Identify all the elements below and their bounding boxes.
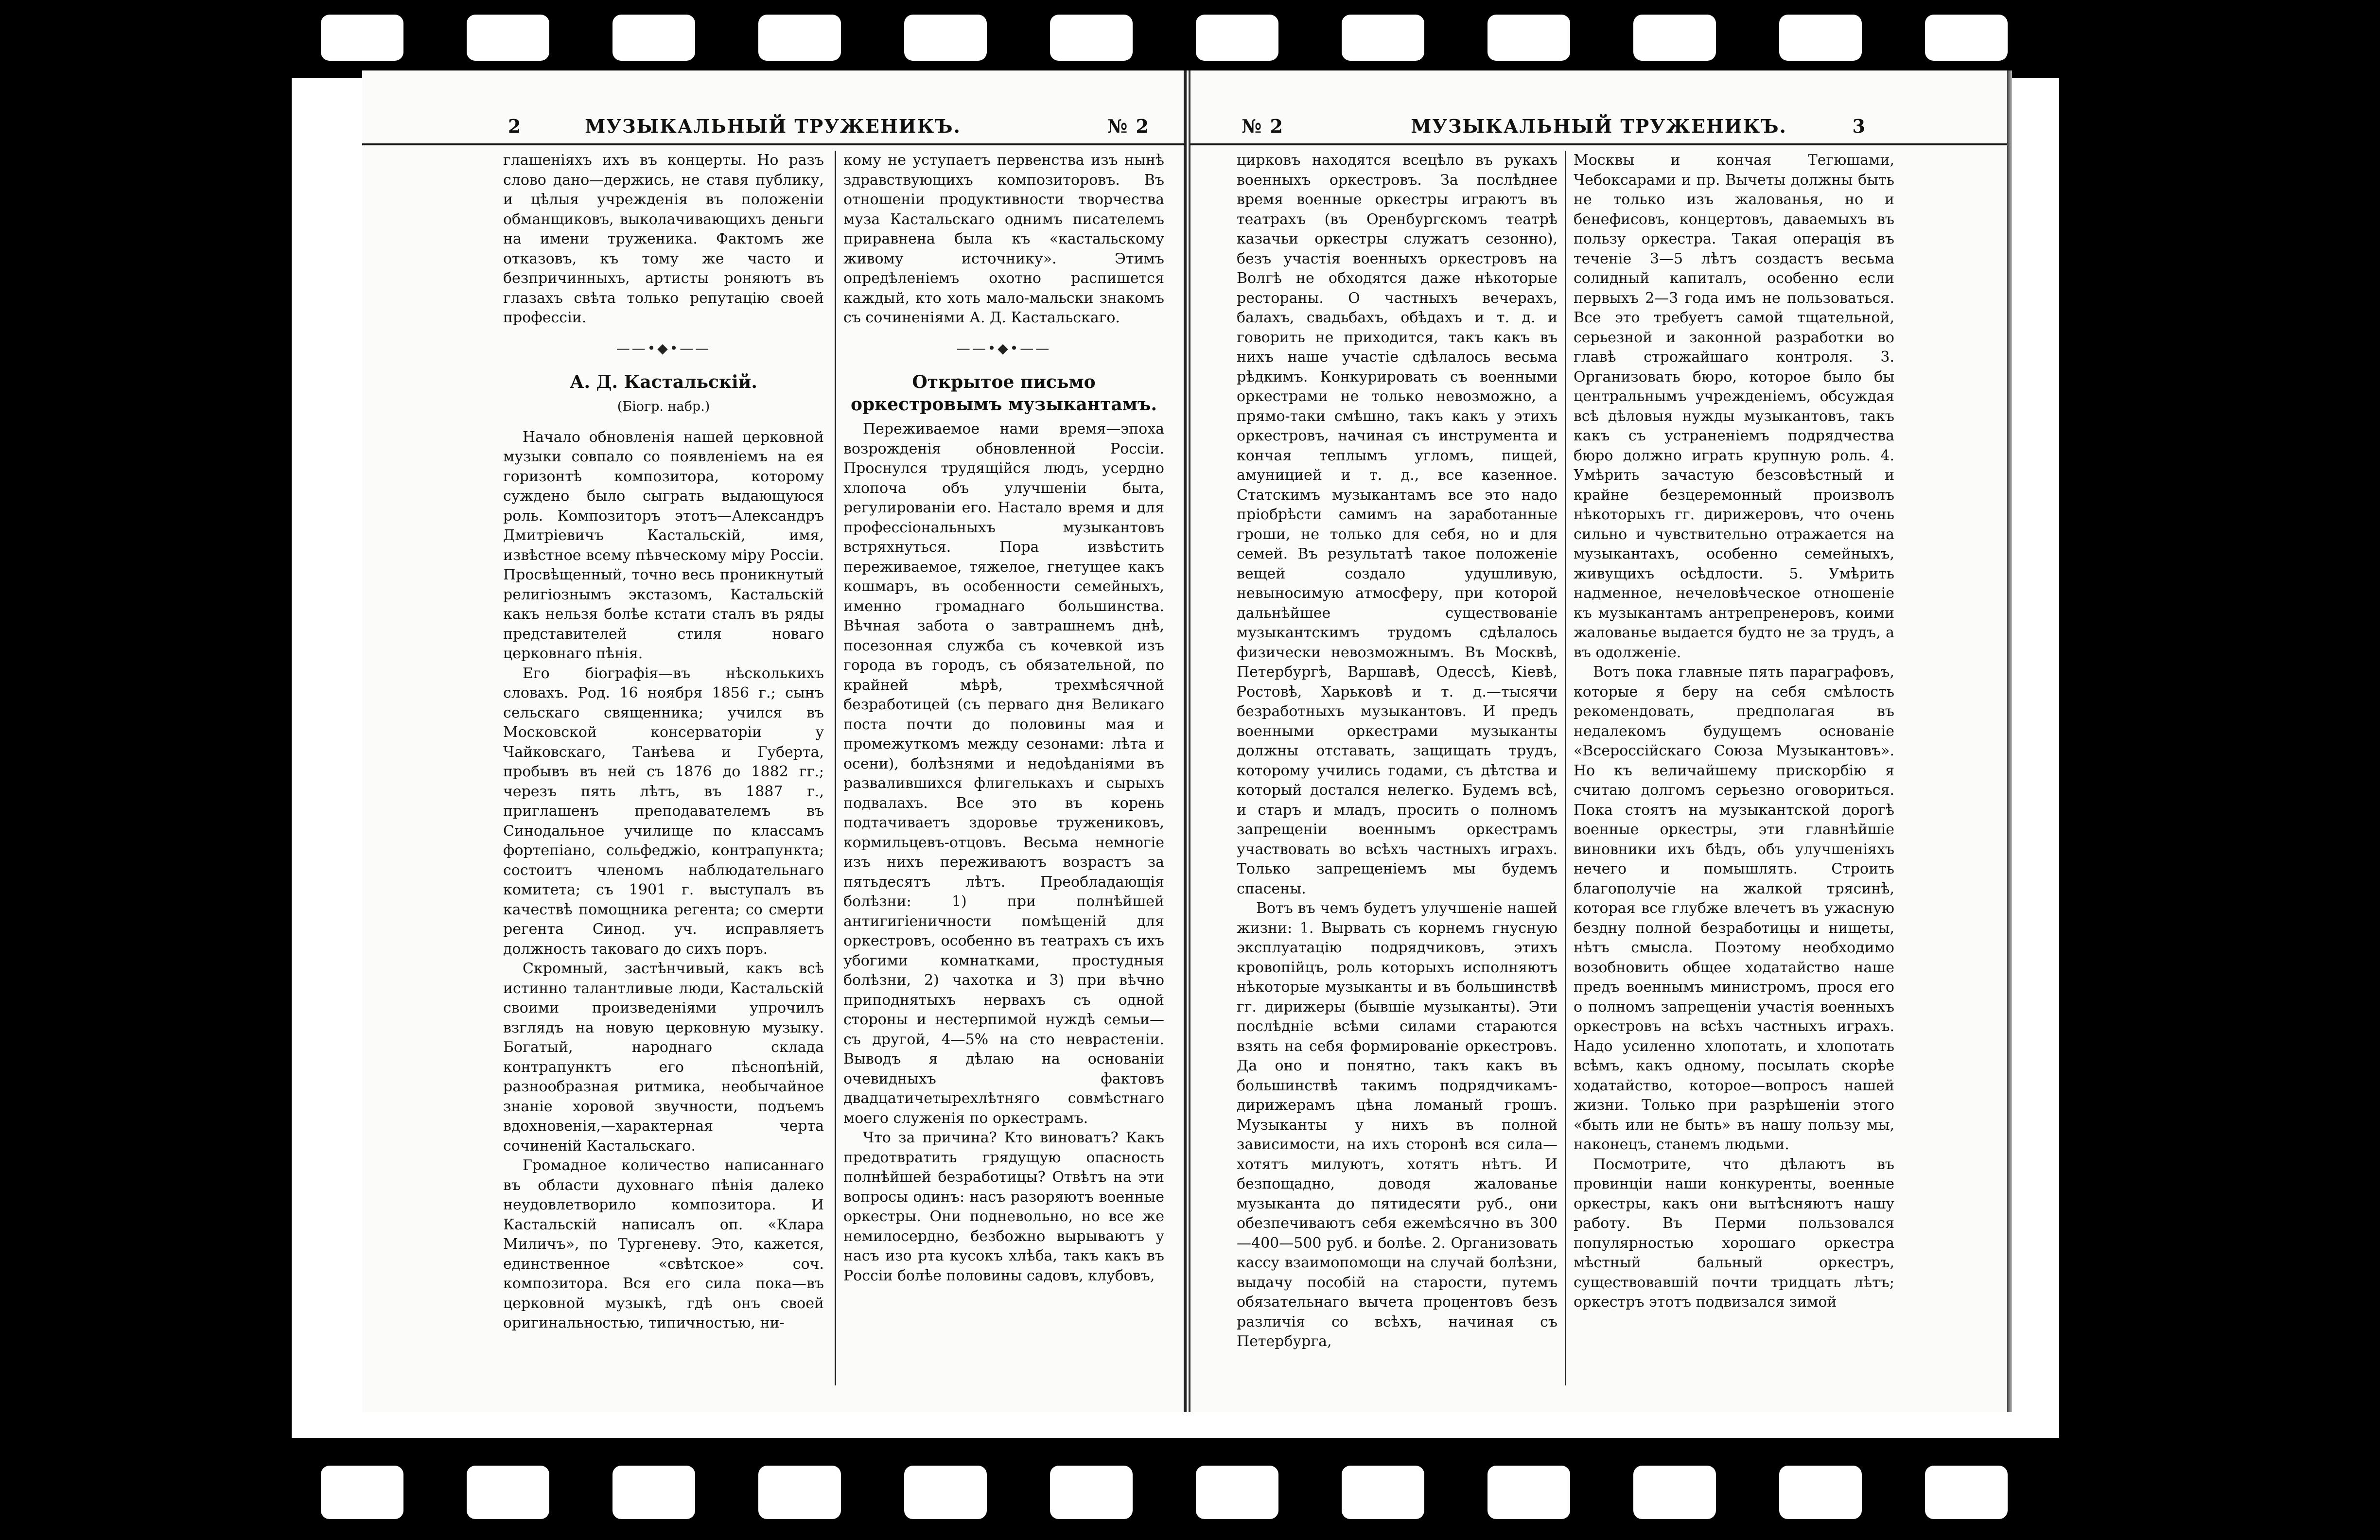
sprocket-hole — [904, 1466, 987, 1519]
paragraph: Вотъ пока главные пять параграфовъ, которые я беру на себя смѣлость рекомендовать, предполагая въ недалекомъ будущемъ основаніе «Всероссійскаго Союза Музыкантовъ». Но къ величайшему прискорбію я считаю долгомъ серьезно оговориться. Пока стоятъ на музыкантской дорогѣ военные оркестры, эти главнѣйшіе виновники ихъ бѣдъ, объ улучшеніяхъ нечего и помышлять. Строить благополучіе на жалкой трясинѣ, которая все глубже влечетъ въ ужасную бездну полной безработицы и нищеты, нѣтъ смысла. Поэтому необходимо возобновить общее ходатайство наше предъ военнымъ министромъ, прося его о полномъ запрещеніи участія военныхъ оркестровъ на всѣхъ частныхъ играхъ. Надо усиленно хлопотать, и хлопотать всѣмъ, какъ одному, посылать скорѣе ходатайство, которое—вопросъ нашей жизни. Только при разрѣшеніи этого «быть или не быть» въ нашу пользу мы, наконецъ, станемъ людьми. — [1574, 664, 1894, 1153]
section-ornament: ——•◆•—— — [956, 340, 1051, 356]
column-rule — [835, 151, 836, 1385]
right-page-number: 3 — [1852, 115, 1866, 137]
sprocket-hole — [758, 15, 841, 61]
left-page-number: 2 — [508, 115, 522, 137]
paragraph: Начало обновленія нашей церковной музыки совпало со появленіемъ на ея горизонтѣ композитора, которому суждено было сыграть выдающуюся роль. Композиторъ этотъ—Александръ Дмитріевичъ Кастальскій, имя, извѣстное всему пѣвческому міру Россіи. Просвѣщенный, точно весь проникнутый религіознымъ экстазомъ, Кастальскій какъ нельзя болѣе кстати сталъ въ ряды представителей стиля новаго церковнаго пѣнія. — [503, 428, 824, 662]
left-col2-lead: кому не уступаетъ первенства изъ нынѣ здравствующихъ композиторовъ. Въ отношеніи продуктивности творчества муза Кастальскаго однимъ писателемъ приравнена была къ «кастальскому живому источнику». Этимъ опредѣленіемъ охотно распишется каждый, кто хоть мало-мальски знакомъ съ сочиненіями А. Д. Кастальскаго. — [843, 152, 1164, 326]
sprocket-hole — [1050, 1466, 1133, 1519]
film-border-left — [0, 0, 292, 1540]
book-spread — [362, 70, 2010, 1419]
right-issue-number: № 2 — [1242, 115, 1284, 137]
right-page — [1189, 70, 2007, 1412]
sprocket-hole — [1779, 1466, 1862, 1519]
left-col1-lead: глашеніяхъ ихъ въ концерты. Но разъ слово дано—держись, не ставя публику, и цѣлыя учрежденія въ положеніи обманщиковъ, выколачивающихъ деньги на имени труженика. Фактомъ же отказовъ, къ тому же часто и безпричинныхъ, артисты роняютъ въ глазахъ свѣта только репутацію своей профессіи. — [503, 152, 824, 326]
sprocket-hole — [1925, 15, 2008, 61]
sprocket-hole — [321, 1466, 403, 1519]
sprocket-hole — [612, 1466, 695, 1519]
paragraph: Вотъ въ чемъ будетъ улучшеніе нашей жизни: 1. Вырвать съ корнемъ гнусную эксплуатацію подрядчиковъ, этихъ кровопійцъ, роль которыхъ исполняютъ нѣкоторые музыканты и въ большинствѣ гг. дирижеры (бывшіе музыканты). Эти послѣдніе всѣми силами стараются взять на себя формированіе оркестровъ. Да оно и понятно, такъ какъ въ большинствѣ такимъ подрядчикамъ-дирижерамъ цѣна ломаный грошъ. Музыканты у нихъ въ полной зависимости, на ихъ сторонѣ вся сила—хотятъ милуютъ, хотятъ нѣтъ. И безпощадно, доводя жалованье музыканта до пятидесяти руб., они обезпечиваютъ себя ежемѣсячно въ 300—400—500 руб. и болѣе. 2. Организовать кассу взаимопомощи на случай болѣзни, выдачу пособій на старости, путемъ обязательнаго вычета процентовъ безъ различія со всѣхъ, начиная съ Петербурга, — [1237, 900, 1558, 1350]
sprocket-hole — [467, 15, 549, 61]
right-column-1 — [1237, 151, 1558, 1352]
paragraph: Что за причина? Кто виноватъ? Какъ предотвратить грядущую опасность полнѣйшей безработицы? Отвѣтъ на эти вопросы одинъ: насъ разоряютъ военные оркестры. Они подневольно, но все же немилосердно, безбожно вырываютъ у насъ изо рта кусокъ хлѣба, такъ какъ въ Россіи болѣе половины садовъ, клубовъ, — [843, 1129, 1164, 1284]
left-running-head — [362, 105, 1184, 145]
sprocket-hole — [1342, 15, 1424, 61]
right-column-2 — [1574, 151, 1894, 1312]
sprocket-hole — [1050, 15, 1133, 61]
paragraph: Посмотрите, что дѣлаютъ въ провинціи наши конкуренты, военные оркестры, какъ они вытѣсняютъ нашу работу. Въ Перми пользовался популярностью хорошаго оркестра мѣстный бальный оркестръ, существовавшій почти тридцать лѣтъ; оркестръ этотъ подвизался зимой — [1574, 1155, 1894, 1311]
sprocket-hole — [1633, 1466, 1716, 1519]
sprocket-hole — [758, 1466, 841, 1519]
article-heading-kastalsky: А. Д. Кастальскій. — [570, 372, 757, 392]
paragraph: Его біографія—въ нѣсколькихъ словахъ. Род. 16 ноября 1856 г.; сынъ сельскаго священника; учился въ Московской консерваторіи у Чайковскаго, Танѣева и Губерта, пробывъ въ ней съ 1876 до 1882 гг.; черезъ пять лѣтъ, въ 1887 г., приглашенъ преподавателемъ въ Синодальное училище по классамъ фортепіано, сольфеджіо, контрапункта; состоитъ членомъ наблюдательнаго комитета; съ 1901 г. выступалъ въ качествѣ помощника регента; со смерти регента Синод. уч. исправляетъ должность таковаго до сихъ поръ. — [503, 665, 824, 958]
paragraph: Скромный, застѣнчивый, какъ всѣ истинно талантливые люди, Кастальскій своими произведеніями упрочилъ взглядъ на новую церковную музыку. Богатый, народнаго склада контрапунктъ его пѣснопѣній, разнообразная ритмика, необычайное знаніе хоровой звучности, подъемъ вдохновенія,—характерная черта сочиненій Кастальскаго. — [503, 960, 824, 1155]
sprocket-hole — [904, 15, 987, 61]
sprocket-hole — [1488, 1466, 1570, 1519]
sprocket-hole — [1196, 15, 1278, 61]
sprocket-hole — [1196, 1466, 1278, 1519]
right-journal-title: МУЗЫКАЛЬНЫЙ ТРУЖЕНИКЪ. — [1411, 115, 1787, 137]
right-running-head — [1190, 105, 2007, 145]
section-ornament: ——•◆•—— — [616, 340, 711, 356]
right-col2-lead: Москвы и кончая Тегюшами, Чебоксарами и пр. Вычеты должны быть не только изъ жалованья, но и бенефисовъ, концертовъ, даваемыхъ въ пользу оркестра. Такая операція въ теченіе 3—5 лѣтъ создастъ весьма солидный капиталъ, особенно если первыхъ 2—3 года имъ не пользоваться. Все это требуетъ самой тщательной, серьезной и законной разработки во главѣ строжайшаго контроля. 3. Организовать бюро, которое было бы центральнымъ учрежденіемъ, обсуждая всѣ дѣловыя нужды музыкантовъ, такъ какъ съ устраненіемъ подрядчества бюро должно играть крупную роль. 4. Умѣрить зачастую безсовѣстный и крайне безцеремонный произволъ нѣкоторыхъ гг. дирижеровъ, что очень сильно и чувствительно отражается на музыкантахъ, особенно семейныхъ, живущихъ осѣдлости. 5. Умѣрить надменное, нечеловѣческое отношеніе къ музыкантамъ антрепренеровъ, коими жалованье выдается будто не за трудъ, а въ одолженіе. — [1574, 152, 1894, 661]
sprocket-hole — [1633, 15, 1716, 61]
column-rule — [1565, 151, 1566, 1385]
sprocket-hole — [1925, 1466, 2008, 1519]
left-journal-title: МУЗЫКАЛЬНЫЙ ТРУЖЕНИКЪ. — [585, 115, 961, 137]
article-subheading: (Біогр. набр.) — [617, 399, 710, 414]
sprocket-hole — [321, 15, 403, 61]
sprocket-hole — [612, 15, 695, 61]
sprocket-hole — [467, 1466, 549, 1519]
left-issue-number: № 2 — [1107, 115, 1150, 137]
left-page — [362, 70, 1187, 1412]
film-border-right — [2059, 0, 2380, 1540]
sprocket-hole — [1488, 15, 1570, 61]
article-heading-open-letter: Открытое письмо оркестровымъ музыкантамъ. — [850, 372, 1157, 415]
paragraph: Переживаемое нами время—эпоха возрожденія обновленной Россіи. Проснулся трудящійся людъ, усердно хлопоча объ улучшеніи быта, регулированіи его. Настало время и для профессіональныхъ музыкантовъ встряхнуться. Пора извѣстить переживаемое, тяжелое, гнетущее какъ кошмаръ, въ особенности семейныхъ, именно громаднаго большинства. Вѣчная забота о завтрашнемъ днѣ, посезонная служба съ кочевкой изъ города въ городъ, съ обязательной, по крайней мѣрѣ, трехмѣсячной безработицей (съ перваго дня Великаго поста почти до половины мая и промежуткомъ между сезонами: лѣта и осени), болѣзнями и недоѣданіями въ развалившихся флигелькахъ и сырыхъ подвалахъ. Все это въ корень подтачиваетъ здоровье тружениковъ, кормильцевъ-отцовъ. Весьма немногіе изъ нихъ переживаютъ возрастъ за пятьдесятъ лѣтъ. Преобладающія болѣзни: 1) при полнѣйшей антигигіеничности помѣщеній для оркестровъ, особенно въ театрахъ съ ихъ убогими комнатками, простудныя болѣзни, 2) чахотка и 3) при вѣчно приподнятыхъ нервахъ съ одной стороны и нестерпимой нуждѣ семьи—съ другой, 4—5% на сто неврастеніи. Выводъ я дѣлаю на основаніи очевидныхъ фактовъ двадцатичетырехлѣтняго совмѣстнаго моего служенія по оркестрамъ. — [843, 420, 1164, 1127]
sprocket-hole — [1342, 1466, 1424, 1519]
left-column-1 — [503, 151, 824, 1333]
right-col1-lead: цирковъ находятся всецѣло въ рукахъ военныхъ оркестровъ. За послѣднее время военные оркестры играютъ въ театрахъ (въ Оренбургскомъ театрѣ казачьи оркестры служатъ сезонно), безъ участія военныхъ оркестровъ на Волгѣ не обходятся даже нѣкоторые рестораны. О частныхъ вечерахъ, балахъ, свадьбахъ, обѣдахъ и т. д. и говорить не приходится, такъ какъ въ нихъ наше участіе сдѣлалось весьма рѣдкимъ. Конкурировать съ военными оркестрами не только невозможно, а прямо-таки смѣшно, такъ какъ у этихъ оркестровъ, начиная съ инструмента и кончая теплымъ угломъ, пищей, амуницией и т. д., все казенное. Статскимъ музыкантамъ все это надо пріобрѣсти самимъ на заработанные гроши, не только для себя, но и для семей. Въ результатѣ такое положеніе вещей создало удушливую, невыносимую атмосферу, при которой дальнѣйшее существованіе музыкантскимъ трудомъ сдѣлалось физически невозможнымъ. Въ Москвѣ, Петербургѣ, Варшавѣ, Одессѣ, Кіевѣ, Ростовѣ, Харьковѣ и т. д.—тысячи безработныхъ музыкантовъ. И предъ военными оркестрами музыканты должны отставать, защищать трудъ, которому учились годами, съ дѣтства и который достался нелегко. Будемъ всѣ, и старъ и младъ, просить о полномъ запрещеніи военнымъ оркестрамъ участвовать во всѣхъ частныхъ играхъ. Только запрещеніемъ мы будемъ спасены. — [1237, 152, 1558, 897]
paragraph: Громадное количество написаннаго въ области духовнаго пѣнія далеко неудовлетворило композитора. И Кастальскій написалъ оп. «Клара Миличъ», по Тургеневу. Это, кажется, единственное «свѣтское» соч. композитора. Вся его сила пока—въ церковной музыкѣ, гдѣ онъ своей оригинальностью, типичностью, ни- — [503, 1157, 824, 1331]
sprocket-hole — [1779, 15, 1862, 61]
left-column-2 — [843, 151, 1164, 1286]
